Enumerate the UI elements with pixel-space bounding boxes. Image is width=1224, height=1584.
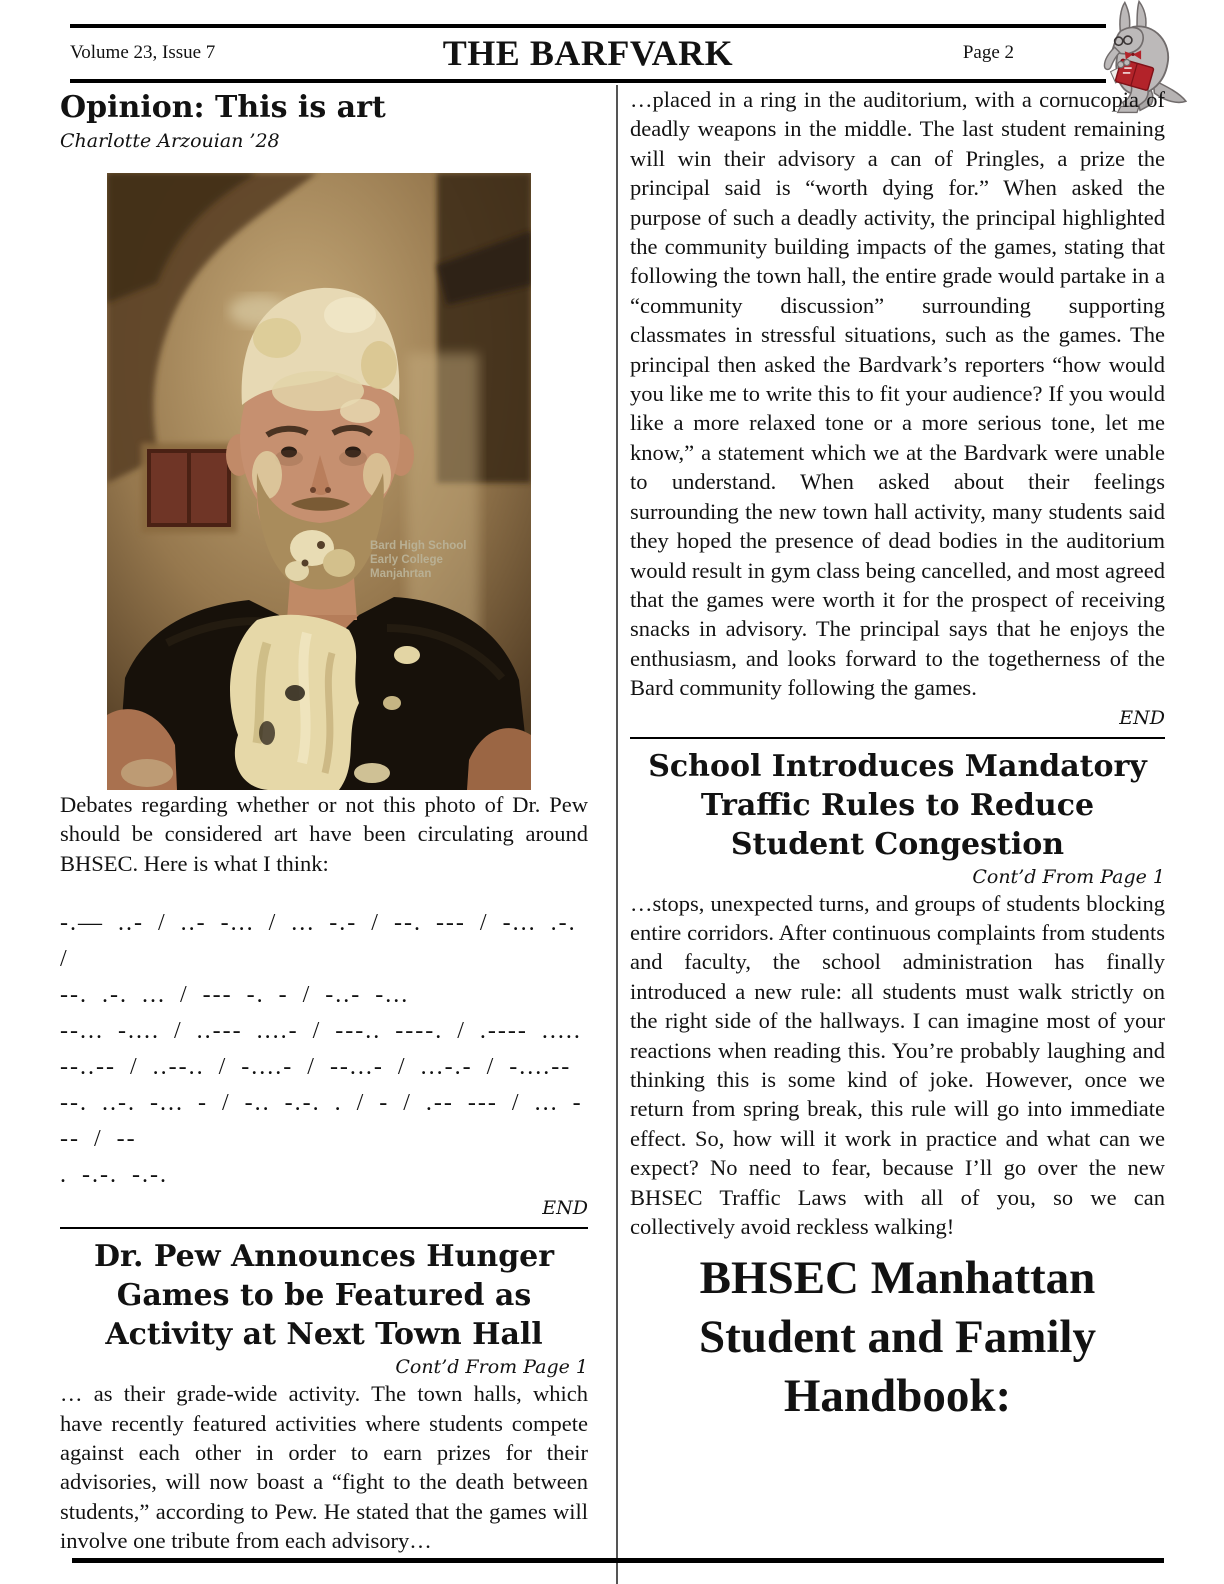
morse-line: . -.-. -.-. (60, 1162, 168, 1189)
morse-line: --..-- / ..--.. / -....- / --...- / ...-.- / -....-- (60, 1054, 572, 1081)
traffic-paragraph: …stops, unexpected turns, and groups of students blocking entire corridors. After continuous complaints from students and faculty, the school administration has finally introduced a new rule: all students must walk strictly on the right side of the hallways. I can imagine most of your reactions when reading this. You’re probably laughing and thinking this is some kind of joke. However, once we return from spring break, this rule will go into immediate effect. So, how will it work in practice and what can we expect? No need to fear, because I’ll go over the new BHSEC Traffic Laws with all of you, so we can collectively avoid reckless walking! (630, 890, 1165, 1239)
end-marker: END (1119, 706, 1165, 729)
volume-label: Volume 23, Issue 7 (70, 42, 216, 63)
contd-note: Cont’d From Page 1 (972, 865, 1165, 888)
hunger-games-cont-paragraph: …placed in a ring in the auditorium, with a cornucopia of deadly weapons in the middle. The last student remaining will win their advisory a can of Pringles, a prize the principal said is “worth dying for.” When asked the purpose of such a deadly activity, the principal highlighted the community building impacts of the games, stating that following the town hall, the entire grade would partake in a “community discussion” surrounding supporting classmates in stressful situations, such as the games. The principal then asked the Bardvark’s reporters “how would you like me to write this to fit your audience? If you would like a more relaxed tone or a more serious tone, let me know,” a statement which we at the Bardvark were unable to understand. When asked about their feelings surrounding the new town hall activity, many students said they hoped the presence of dead bodies in the auditorium would result in gym class being cancelled, and most agreed that the games were worth it for the prospect of receiving snacks in advisory. The principal says that he enjoys the enthusiasm, and looks forward to the togetherness of the Bard community following the games. (630, 87, 1165, 701)
morse-line: --. .-. ... / --- -. - / -..- -... (60, 982, 410, 1009)
right-column (630, 85, 1165, 1426)
contd-note: Cont’d From Page 1 (395, 1356, 588, 1379)
photo-shirt-text-line1: Bard High School (370, 540, 467, 552)
morse-code-block (60, 905, 588, 1193)
photo-shirt-text-line2: Early College (370, 554, 443, 566)
page-bottom-rule (72, 1558, 1164, 1563)
traffic-headline: School Introduces Mandatory Traffic Rules to Reduce Student Congestion (648, 748, 1147, 862)
opinion-intro-paragraph: Debates regarding whether or not this photo of Dr. Pew should be considered art have been circulating around BHSEC. Here is what I think: (60, 792, 588, 876)
hunger-games-headline: Dr. Pew Announces Hunger Games to be Featured as Activity at Next Town Hall (93, 1239, 555, 1353)
page-number: Page 2 (962, 42, 1014, 63)
column-divider-line (616, 85, 618, 1584)
opinion-headline: Opinion: This is art (60, 90, 386, 125)
hunger-games-paragraph: … as their grade-wide activity. The town halls, which have recently featured activities where students compete against each other in order to earn prizes for their advisories, will now boast a “fight to the death between students,” according to Pew. He stated that the games will involve one tribute from each advisory… (60, 1381, 588, 1554)
morse-line: --. ..-. -... - / -.. -.-. . / - / .-- --- / ... --- / -- (60, 1090, 583, 1153)
opinion-byline: Charlotte Arzouian ’28 (60, 130, 280, 152)
newspaper-title: THE BARFVARK (442, 33, 734, 73)
pie-portrait-illustration (107, 173, 531, 790)
left-column (60, 85, 588, 1556)
morse-line: --... -.... / ..--- ....- / ---.. ----. / .---- ..... (60, 1018, 582, 1045)
end-marker: END (542, 1197, 588, 1220)
section-divider (630, 737, 1165, 739)
masthead-rule-bottom (70, 79, 1106, 83)
photo-shirt-text-line3: Manjahrtan (370, 568, 432, 580)
morse-line: -.— ..- / ..- -... / ... -.- / --. --- / -... .-. / (60, 910, 577, 973)
masthead (70, 28, 1106, 78)
opinion-photo (107, 173, 531, 790)
section-divider (60, 1227, 588, 1229)
handbook-headline: BHSEC Manhattan Student and Family Handbook: (699, 1252, 1096, 1423)
